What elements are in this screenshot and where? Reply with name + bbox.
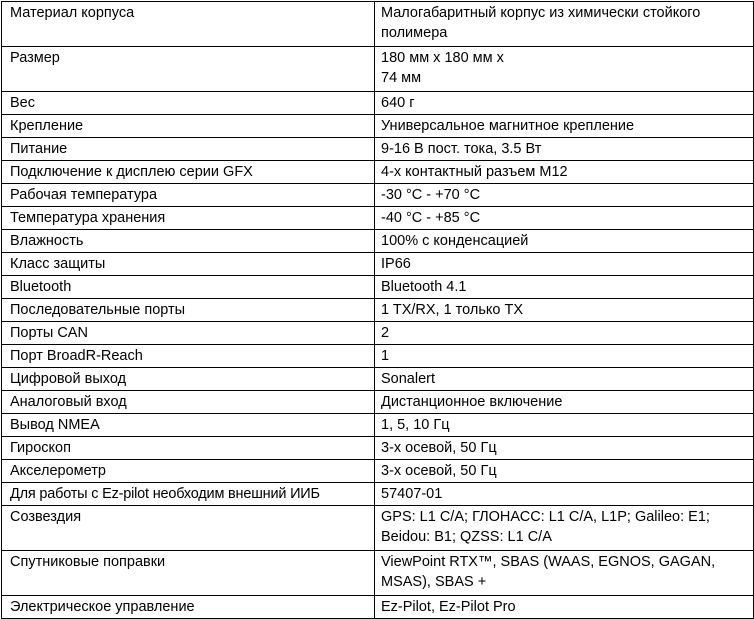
spec-label: Размер — [2, 47, 375, 92]
spec-value: 640 г — [375, 92, 754, 115]
table-row — [2, 322, 754, 345]
table-row — [2, 551, 754, 596]
spec-value: 100% с конденсацией — [375, 230, 754, 253]
table-row — [2, 276, 754, 299]
spec-label: Электрическое управление — [2, 596, 375, 619]
table-row — [2, 207, 754, 230]
table-row — [2, 115, 754, 138]
spec-label: Для работы с Ez-pilot необходим внешний ИИБ — [2, 483, 375, 506]
spec-value: 4-х контактный разъем M12 — [375, 161, 754, 184]
spec-label: Порты CAN — [2, 322, 375, 345]
table-row — [2, 2, 754, 47]
spec-label: Вес — [2, 92, 375, 115]
table-row — [2, 460, 754, 483]
table-row — [2, 596, 754, 619]
table-row — [2, 230, 754, 253]
table-row — [2, 483, 754, 506]
spec-label: Температура хранения — [2, 207, 375, 230]
spec-label: Подключение к дисплею серии GFX — [2, 161, 375, 184]
table-row — [2, 414, 754, 437]
spec-value: 2 — [375, 322, 754, 345]
table-row — [2, 47, 754, 92]
table-row — [2, 253, 754, 276]
table-row — [2, 368, 754, 391]
spec-label: Спутниковые поправки — [2, 551, 375, 596]
spec-label: Класс защиты — [2, 253, 375, 276]
spec-value: -40 °C - +85 °C — [375, 207, 754, 230]
spec-value: 180 мм x 180 мм x 74 мм — [375, 47, 754, 92]
spec-value: Ez-Pilot, Ez-Pilot Pro — [375, 596, 754, 619]
spec-value: -30 °C - +70 °C — [375, 184, 754, 207]
spec-label: Рабочая температура — [2, 184, 375, 207]
table-row — [2, 92, 754, 115]
spec-label: Цифровой выход — [2, 368, 375, 391]
spec-value: Универсальное магнитное крепление — [375, 115, 754, 138]
table-row — [2, 161, 754, 184]
spec-value: Малогабаритный корпус из химически стойкого полимера — [375, 2, 754, 47]
spec-label: Bluetooth — [2, 276, 375, 299]
table-row — [2, 345, 754, 368]
spec-label: Крепление — [2, 115, 375, 138]
spec-label: Последовательные порты — [2, 299, 375, 322]
spec-label: Материал корпуса — [2, 2, 375, 47]
spec-table — [1, 1, 754, 619]
spec-value: 3-х осевой, 50 Гц — [375, 437, 754, 460]
table-row — [2, 138, 754, 161]
spec-value: 1 — [375, 345, 754, 368]
spec-table-body — [2, 2, 754, 619]
spec-label: Гироскоп — [2, 437, 375, 460]
spec-label: Аналоговый вход — [2, 391, 375, 414]
table-row — [2, 299, 754, 322]
spec-value: 3-х осевой, 50 Гц — [375, 460, 754, 483]
spec-label: Акселерометр — [2, 460, 375, 483]
table-row — [2, 437, 754, 460]
spec-value: Дистанционное включение — [375, 391, 754, 414]
spec-label: Влажность — [2, 230, 375, 253]
spec-value: 1, 5, 10 Гц — [375, 414, 754, 437]
spec-value: GPS: L1 C/A; ГЛОНАСС: L1 C/A, L1P; Galileo: E1; Beidou: B1; QZSS: L1 C/A — [375, 506, 754, 551]
spec-value: Sonalert — [375, 368, 754, 391]
spec-label: Созвездия — [2, 506, 375, 551]
spec-value: 9-16 В пост. тока, 3.5 Вт — [375, 138, 754, 161]
table-row — [2, 184, 754, 207]
spec-value: 57407-01 — [375, 483, 754, 506]
spec-label: Вывод NMEA — [2, 414, 375, 437]
table-row — [2, 391, 754, 414]
spec-value: Bluetooth 4.1 — [375, 276, 754, 299]
table-row — [2, 506, 754, 551]
spec-label: Порт BroadR-Reach — [2, 345, 375, 368]
spec-value: IP66 — [375, 253, 754, 276]
spec-label: Питание — [2, 138, 375, 161]
spec-value: 1 TX/RX, 1 только TX — [375, 299, 754, 322]
spec-value: ViewPoint RTX™, SBAS (WAAS, EGNOS, GAGAN, MSAS), SBAS + — [375, 551, 754, 596]
